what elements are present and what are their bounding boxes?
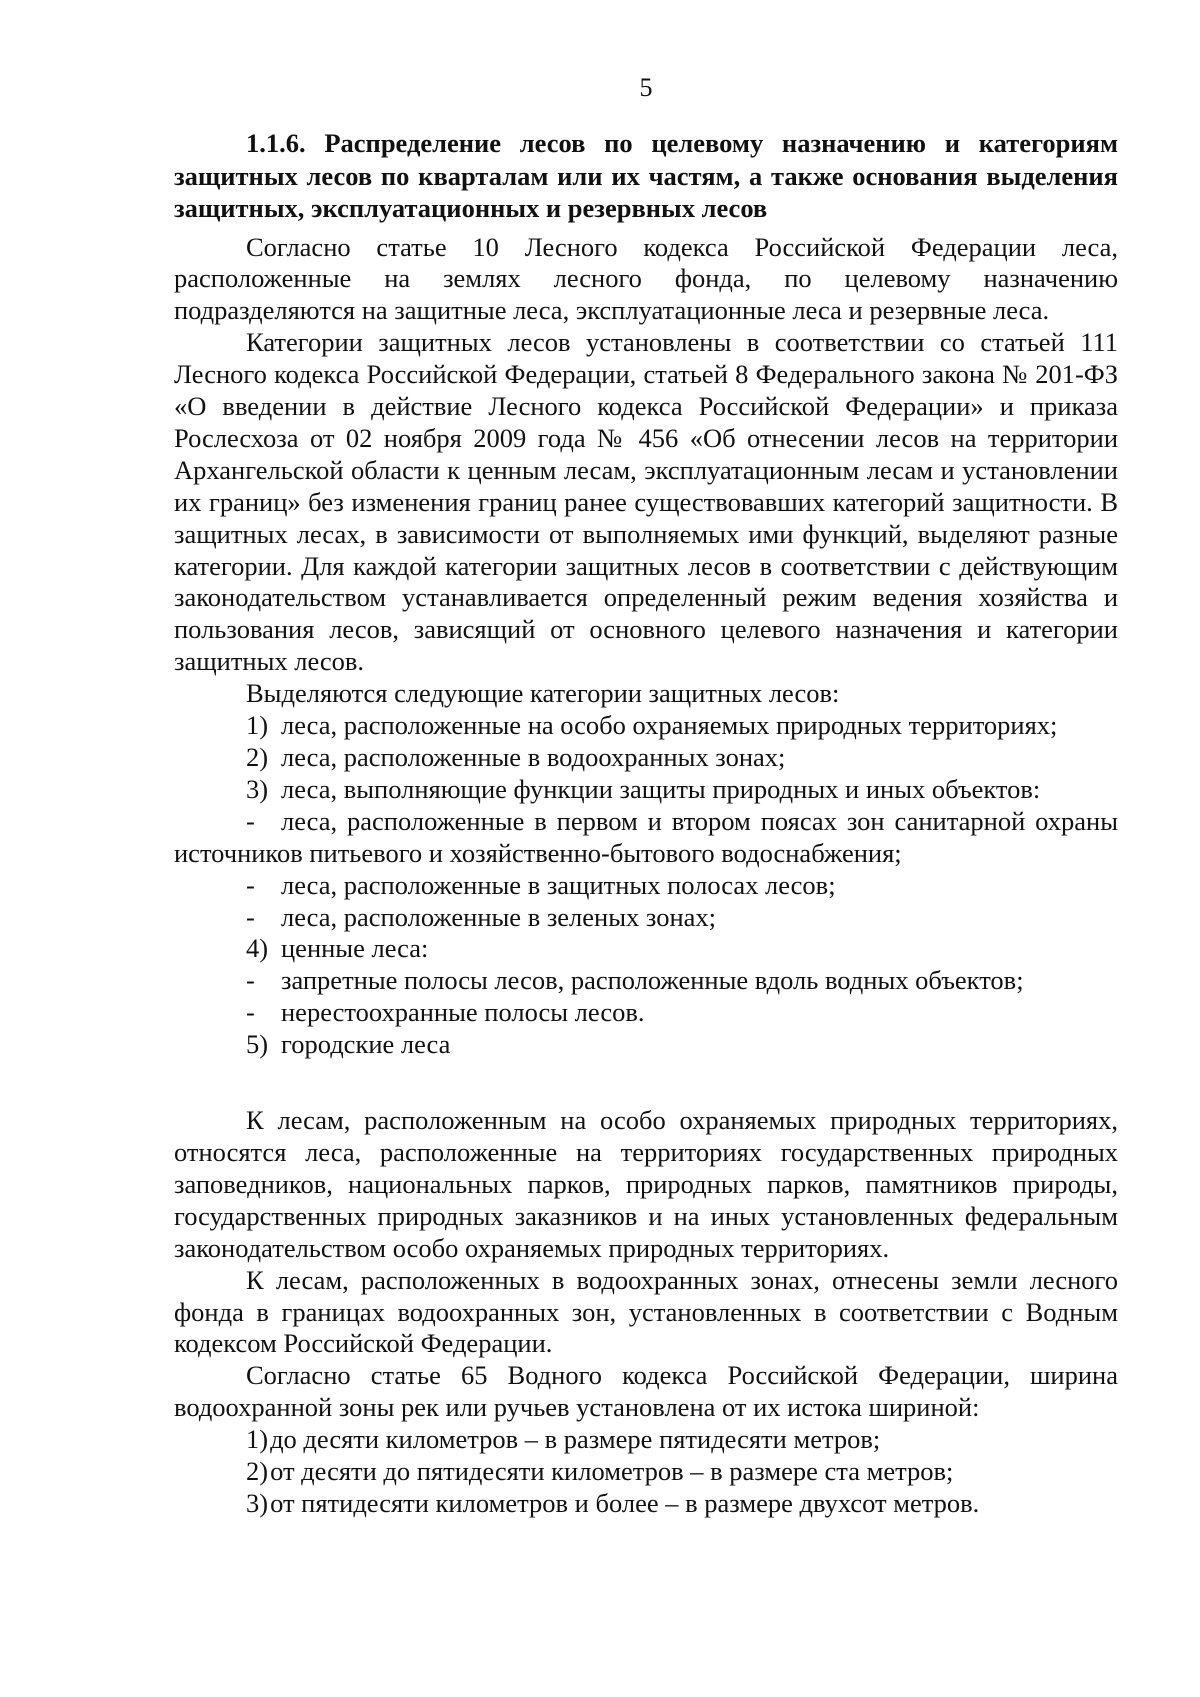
list-item bbox=[174, 1456, 1118, 1488]
list-item-text: леса, расположенные в зеленых зонах; bbox=[281, 901, 717, 932]
list-item-text: до десяти километров – в размере пятидесяти метров; bbox=[270, 1424, 881, 1455]
list-item-text: нерестоохранные полосы лесов. bbox=[281, 997, 645, 1028]
list-item bbox=[174, 1488, 1118, 1520]
section-heading: 1.1.6. Распределение лесов по целевому назначению и категориям защитных лесов по кварталам или их частям, а также основания выделения защитных, эксплуатационных и резервных лесов bbox=[174, 128, 1118, 223]
list-item-text: леса, расположенные на особо охраняемых природных территориях; bbox=[281, 710, 1058, 741]
list-item bbox=[174, 870, 1118, 902]
list-item bbox=[174, 997, 1118, 1029]
list-item bbox=[174, 933, 1118, 965]
list-marker: 2) bbox=[246, 1456, 269, 1487]
list-marker: - bbox=[246, 805, 255, 836]
paragraph-water-code-article: Согласно статье 65 Водного кодекса Российской Федерации, ширина водоохранной зоны рек или ручьев установлена от их истока шириной: bbox=[174, 1360, 1118, 1423]
list-item-text: леса, выполняющие функции защиты природных и иных объектов: bbox=[281, 773, 1041, 804]
list-item bbox=[174, 965, 1118, 997]
list-item bbox=[174, 774, 1118, 806]
list-item-text: от пятидесяти километров и более – в размере двухсот метров. bbox=[270, 1487, 980, 1518]
paragraph-water-protection-zones: К лесам, расположенных в водоохранных зонах, отнесены земли лесного фонда в границах водоохранных зон, установленных в соответствии с Водным кодексом Российской Федерации. bbox=[174, 1264, 1118, 1359]
list-item bbox=[174, 742, 1118, 774]
list-item-text: леса, расположенные в первом и втором поясах зон санитарной охраны источников питьевого и хозяйственно-бытового водоснабжения; bbox=[174, 805, 1118, 868]
list-marker: 3) bbox=[246, 1487, 269, 1518]
list-marker: 5) bbox=[246, 1029, 269, 1060]
paragraph-forest-purpose: Согласно статье 10 Лесного кодекса Российской Федерации леса, расположенные на землях лесного фонда, по целевому назначению подразделяются на защитные леса, эксплуатационные леса и резервные леса. bbox=[174, 231, 1118, 326]
list-marker: 1) bbox=[246, 710, 269, 741]
paragraph-protective-categories: Категории защитных лесов установлены в соответствии со статьей 111 Лесного кодекса Российской Федерации, статьей 8 Федерального закона № 201-ФЗ «О введении в действие Лесного кодекса Российской Федерации» и приказа Рослесхоза от 02 ноября 2009 года № 456 «Об отнесении лесов на территории Архангельской области к ценным лесам, эксплуатационным лесам и установлении их границ» без изменения границ ранее существовавших категорий защитности. В защитных лесах, в зависимости от выполняемых ими функций, выделяют разные категории. Для каждой категории защитных лесов в соответствии с действующим законодательством устанавливается определенный режим ведения хозяйства и пользования лесов, зависящий от основного целевого назначения и категории защитных лесов. bbox=[174, 327, 1118, 677]
list-item bbox=[174, 902, 1118, 934]
list-marker: 1) bbox=[246, 1424, 269, 1455]
list-item-text: леса, расположенные в водоохранных зонах; bbox=[281, 742, 786, 772]
page-number: 5 bbox=[639, 73, 653, 102]
list-item-text: от десяти до пятидесяти километров – в размере ста метров; bbox=[270, 1456, 954, 1487]
list-item-wrapped bbox=[174, 806, 1118, 870]
list-item bbox=[174, 710, 1118, 742]
list-marker: 4) bbox=[246, 933, 269, 964]
list-marker: - bbox=[246, 869, 255, 900]
list-item bbox=[174, 1029, 1118, 1061]
list-marker: - bbox=[246, 901, 255, 932]
paragraph-protected-territories: К лесам, расположенным на особо охраняемых природных территориях, относятся леса, расположенные на территориях государственных природных заповедников, национальных парков, природных парков, памятников природы, государственных природных заказников и на иных установленных федеральным законодательством особо охраняемых природных территориях. bbox=[174, 1105, 1118, 1263]
list-item-text: городские леса bbox=[281, 1029, 451, 1060]
paragraph-categories-intro: Выделяются следующие категории защитных лесов: bbox=[246, 678, 840, 709]
list-item bbox=[174, 1424, 1118, 1456]
list-marker: 3) bbox=[246, 773, 269, 804]
list-marker: 2) bbox=[246, 742, 269, 772]
list-marker: - bbox=[246, 997, 255, 1028]
page-body bbox=[174, 127, 1118, 1520]
list-item-text: ценные леса: bbox=[281, 933, 429, 964]
list-marker: - bbox=[246, 965, 255, 996]
list-item-text: леса, расположенные в защитных полосах лесов; bbox=[281, 869, 836, 900]
list-item-text: запретные полосы лесов, расположенные вдоль водных объектов; bbox=[281, 965, 1024, 996]
